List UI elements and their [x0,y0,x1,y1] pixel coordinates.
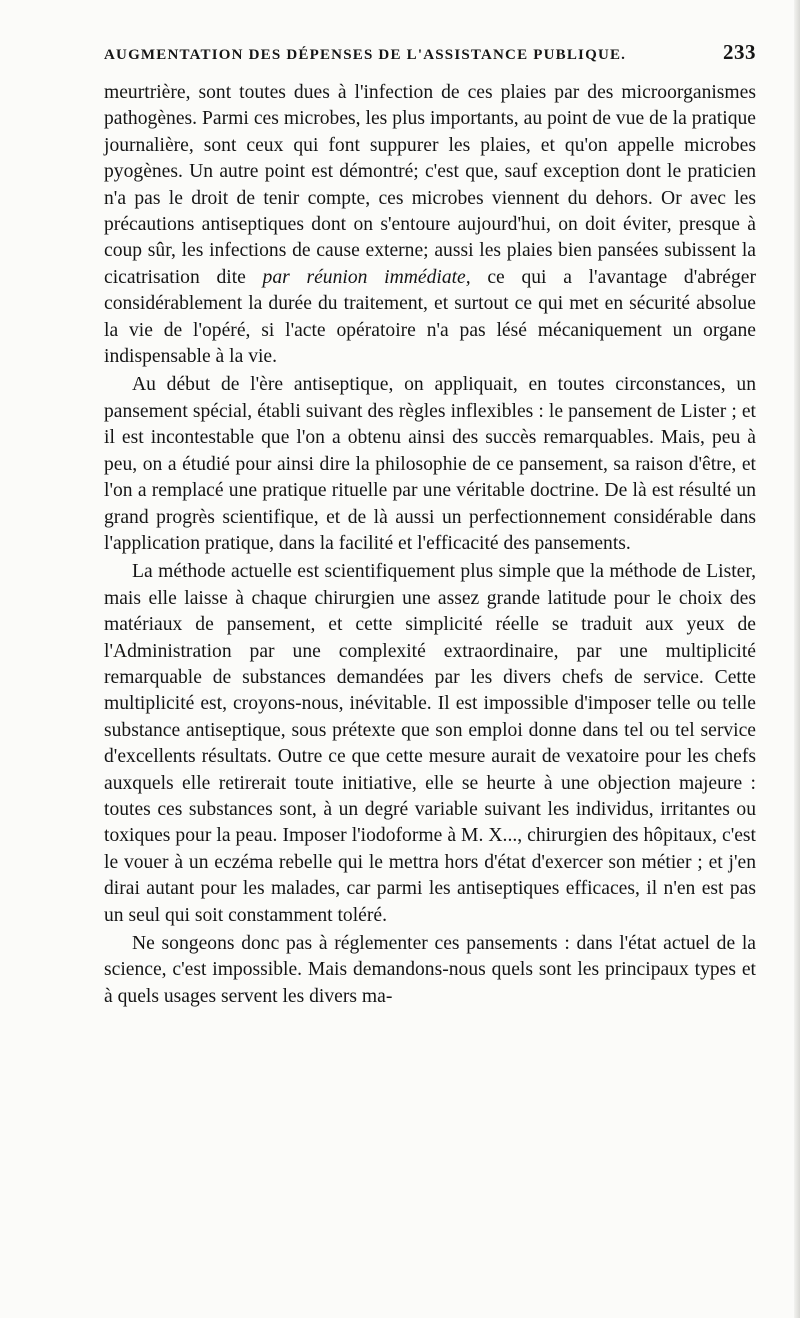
paragraph-1-italic: par réunion immédiate, [262,266,471,288]
running-head [104,40,756,80]
paragraph-4: Ne songeons donc pas à réglementer ces pansements : dans l'état actuel de la science, c'est impossible. Mais demandons-nous quels sont les principaux types et à quels usages servent les divers ma- [104,933,756,1007]
paragraph-1-after: ce qui a l'avantage d'abréger considérablement la durée du traitement, et surtout ce qui met en sécurité absolue la vie de l'opéré, si l'acte opératoire n'a pas lésé mécaniquement un organe indispensable à la vie. [104,266,756,368]
paragraph-1 [104,80,756,370]
paragraph-2: Au début de l'ère antiseptique, on appliquait, en toutes circonstances, un pansement spécial, établi suivant des règles inflexibles : le pansement de Lister ; et il est incontestable que l'on a obtenu ainsi des succès remarquables. Mais, peu à peu, on a étudié pour ainsi dire la philosophie de ce pansement, sa raison d'être, et l'on a remplacé une pratique rituelle par une véritable doctrine. De là est résulté un grand progrès scientifique, et de là aussi un perfectionnement considérable dans l'application pratique, dans la facilité et l'efficacité des pansements. [104,374,756,554]
scan-edge-shadow [794,0,800,1318]
body-text [104,80,756,1010]
paragraph-1-before: meurtrière, sont toutes dues à l'infection de ces plaies par des microorganismes pathogènes. Parmi ces microbes, les plus importants, au point de vue de la pratique journalière, sont ceux qui font suppurer les plaies, et qu'on appelle microbes pyogènes. Un autre point est démontré; c'est que, sauf exception dont le praticien n'a pas le droit de tenir compte, ces microbes viennent du dehors. Or avec les précautions antiseptiques dont on s'entoure aujourd'hui, on doit éviter, presque à coup sûr, les infections de cause externe; aussi les plaies bien pansées subissent la cicatrisation dite [104,82,756,288]
paragraph-3: La méthode actuelle est scientifiquement plus simple que la méthode de Lister, mais elle laisse à chaque chirurgien une assez grande latitude pour le choix des matériaux de pansement, et cette simplicité réelle se traduit aux yeux de l'Administration par une complexité extraordinaire, par une multiplicité remarquable de substances demandées par les divers chefs de service. Cette multiplicité est, croyons-nous, inévitable. Il est impossible d'imposer telle ou telle substance antiseptique, sous prétexte que son emploi donne dans tel ou tel service d'excellents résultats. Outre ce que cette mesure aurait de vexatoire pour les chefs auxquels elle retirerait toute initiative, elle se heurte à une objection majeure : toutes ces substances sont, à un degré variable suivant les individus, irritantes ou toxiques pour la peau. Imposer l'iodoforme à M. X..., chirurgien des hôpitaux, c'est le vouer à un eczéma rebelle qui le mettra hors d'état d'exercer son métier ; et j'en dirai autant pour les malades, car parmi les antiseptiques efficaces, il n'en est pas un seul qui soit constamment toléré. [104,561,756,926]
running-title: AUGMENTATION DES DÉPENSES DE L'ASSISTANCE PUBLIQUE. [104,47,627,63]
page-number: 233 [723,40,756,64]
